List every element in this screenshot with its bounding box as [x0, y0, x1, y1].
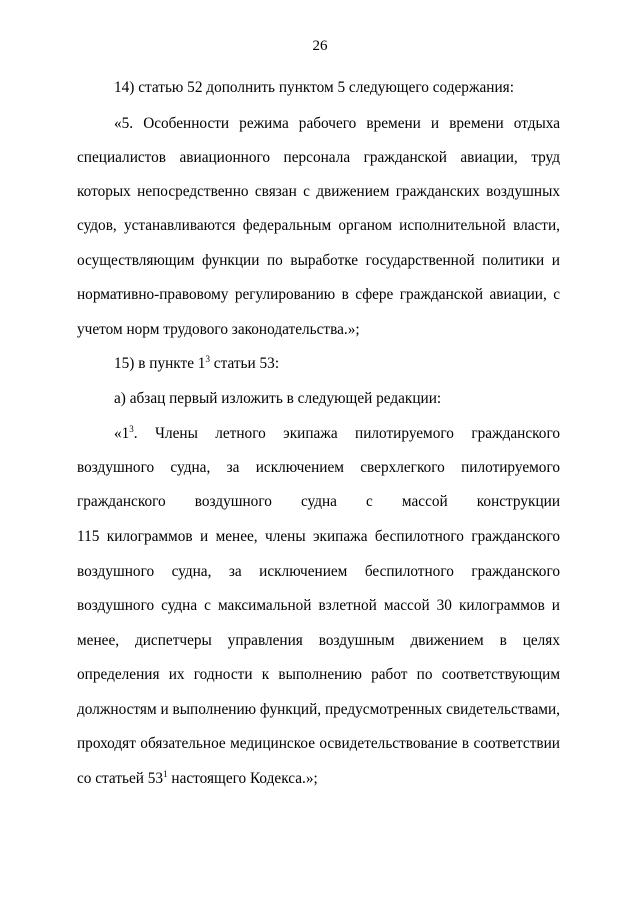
para-5-line: учетом норм трудового законодательства.»; [77, 321, 360, 338]
para-1-3-sup: 3 [129, 424, 134, 434]
para-5-line: судов, устанавливаются федеральным органом исполнительной власти, [77, 217, 560, 234]
para-1-3-line: гражданского воздушного судна с массой конструкции [77, 493, 560, 510]
para-5-line: которых непосредственно связан с движением гражданских воздушных [77, 183, 560, 200]
para-1-3-line: воздушного судна с максимальной взлетной массой 30 килограммов и [77, 597, 560, 614]
item-15-sup: 3 [205, 354, 210, 364]
para-5-line: «5. Особенности режима рабочего времени и времени отдыха [114, 115, 560, 132]
para-1-3-line: проходят обязательное медицинское освидетельствование в соответствии [77, 735, 560, 752]
sub-a-text: а) абзац первый изложить в следующей редакции: [114, 390, 442, 407]
para-1-3-last-prefix: со статьей 53 [77, 770, 164, 787]
para-1-3-last-line [77, 771, 318, 786]
item-15-suffix: статьи 53: [209, 355, 280, 372]
item-14-text: 14) статью 52 дополнить пунктом 5 следующего содержания: [114, 79, 514, 96]
page-number: 26 [312, 38, 328, 54]
para-1-3-last-sup: 1 [163, 769, 168, 779]
para-1-3-last-rest: настоящего Кодекса.»; [167, 770, 318, 787]
item-15-prefix: 15) в пункте 1 [114, 355, 206, 372]
para-1-3-line: определения их годности к выполнению работ по соответствующим [77, 666, 560, 683]
para-1-3-rest: . Члены летного экипажа пилотируемого гражданского [133, 425, 560, 442]
para-1-3-line: должностям и выполнению функций, предусмотренных свидетельствами, [77, 701, 560, 718]
para-5-line: специалистов авиационного персонала гражданской авиации, труд [77, 149, 560, 166]
para-5-line: осуществляющим функции по выработке государственной политики и [77, 252, 560, 269]
para-5-line: нормативно-правовому регулированию в сфере гражданской авиации, с [77, 286, 560, 303]
para-1-3-line: воздушного судна, за исключением сверхлегкого пилотируемого [77, 459, 560, 476]
para-1-3-first-line [114, 426, 560, 441]
para-1-3-line: воздушного судна, за исключением беспилотного гражданского [77, 563, 560, 580]
para-1-3-line: менее, диспетчеры управления воздушным движением в целях [77, 632, 560, 649]
para-1-3-line: 115 килограммов и менее, члены экипажа беспилотного гражданского [77, 528, 560, 545]
para-1-3-prefix: «1 [114, 425, 130, 442]
item-15-text [114, 356, 279, 371]
